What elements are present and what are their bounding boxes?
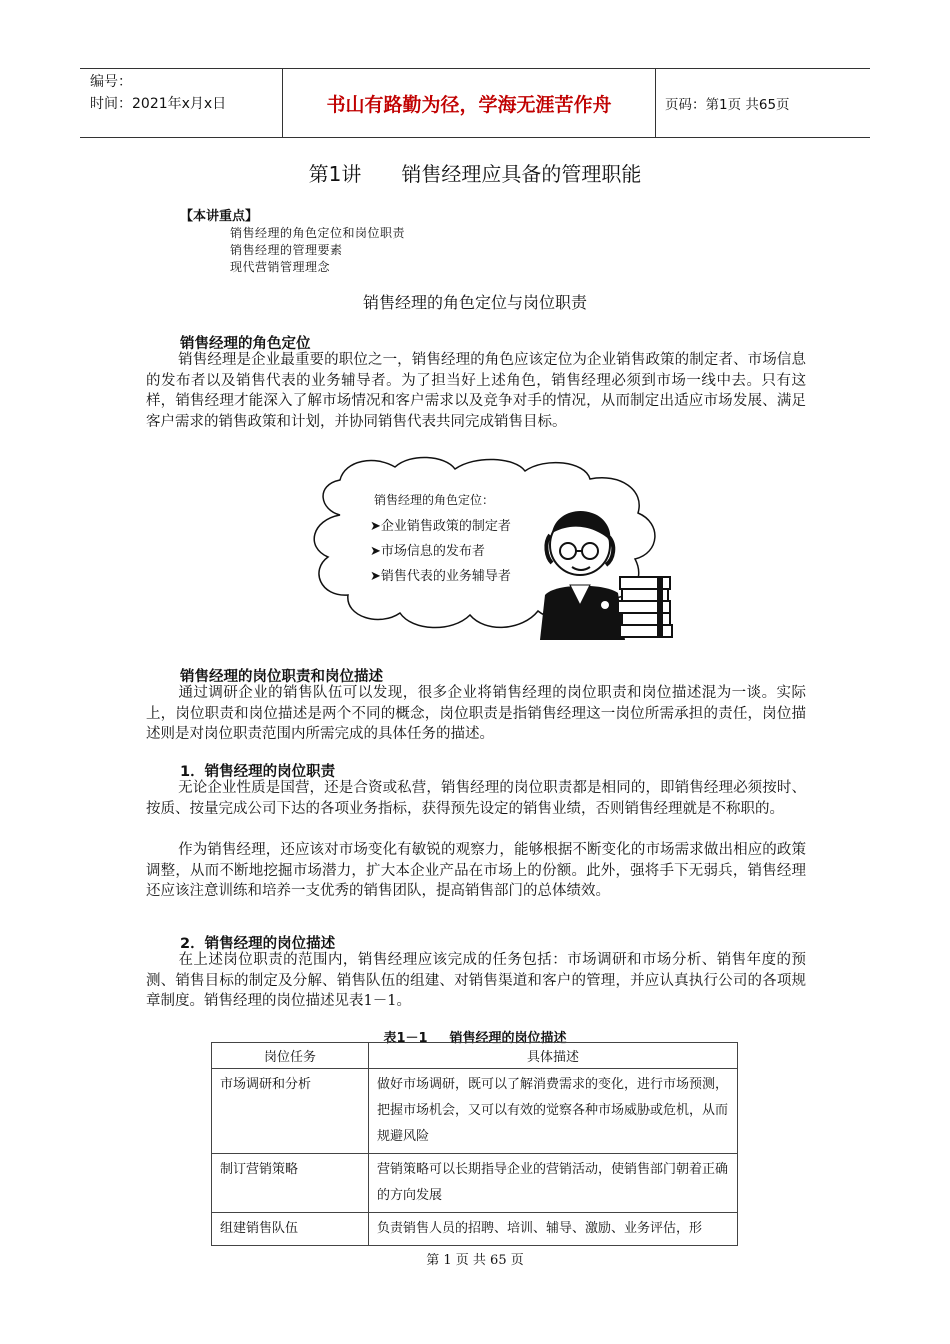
key-point-item: 销售经理的管理要素 bbox=[230, 243, 343, 257]
page-info: 页码：第1页 共65页 bbox=[665, 97, 790, 113]
description-paragraph bbox=[146, 950, 806, 1012]
table-cell-desc: 负责销售人员的招聘、培训、辅导、激励、业务评估，形 bbox=[369, 1213, 738, 1246]
duties-text-1: 无论企业性质是国营，还是合资或私营，销售经理的岗位职责都是相同的，即销售经理必须按时、按质、按量完成公司下达的各项业务指标，获得预先设定的销售业绩，否则销售经理就是不称职的。 bbox=[146, 780, 806, 817]
table-cell-desc: 做好市场调研，既可以了解消费需求的变化，进行市场预测，把握市场机会，又可以有效的觉察各种市场威胁或危机，从而规避风险 bbox=[369, 1069, 738, 1154]
job-description-table bbox=[211, 1042, 738, 1246]
key-point-item: 销售经理的角色定位和岗位职责 bbox=[230, 226, 406, 240]
table-row bbox=[212, 1069, 738, 1154]
table-cell-task: 市场调研和分析 bbox=[212, 1069, 369, 1154]
role-text: 销售经理是企业最重要的职位之一，销售经理的角色应该定位为企业销售政策的制定者、市场信息的发布者以及销售代表的业务辅导者。为了担当好上述角色，销售经理必须到市场一线中去。只有这样，销售经理才能深入了解市场情况和客户需求以及竞争对手的情况，从而制定出适应市场发展、满足客户需求的销售政策和计划，并协同销售代表共同完成销售目标。 bbox=[146, 352, 806, 430]
table-row bbox=[212, 1154, 738, 1213]
page-title bbox=[0, 158, 950, 187]
thought-cloud-illustration bbox=[300, 455, 680, 650]
page-footer: 第 1 页 共 65 页 bbox=[426, 1253, 524, 1268]
description-text: 在上述岗位职责的范围内，销售经理应该完成的任务包括：市场调研和市场分析、销售年度的预测、销售目标的制定及分解、销售队伍的组建、对销售渠道和客户的管理，并应认真执行公司的各项规章制度。销售经理的岗位描述见表1－1。 bbox=[146, 952, 806, 1009]
time-label: 时间：2021年x月x日 bbox=[90, 96, 227, 112]
table-cell-task: 制订营销策略 bbox=[212, 1154, 369, 1213]
table-cell-task: 组建销售队伍 bbox=[212, 1213, 369, 1246]
illustration-item: ➤销售代表的业务辅导者 bbox=[370, 569, 511, 584]
section-title: 销售经理的角色定位与岗位职责 bbox=[362, 293, 587, 312]
table-cell-desc: 营销策略可以长期指导企业的营销活动，使销售部门朝着正确的方向发展 bbox=[369, 1154, 738, 1213]
key-point-item: 现代营销管理理念 bbox=[230, 260, 331, 274]
role-paragraph bbox=[146, 350, 806, 432]
duties-desc-text: 通过调研企业的销售队伍可以发现，很多企业将销售经理的岗位职责和岗位描述混为一谈。实际上，岗位职责和岗位描述是两个不同的概念，岗位职责是指销售经理这一岗位所需承担的责任，岗位描述则是对岗位职责范围内所需完成的具体任务的描述。 bbox=[146, 685, 806, 742]
table-row bbox=[212, 1213, 738, 1246]
table-header-task: 岗位任务 bbox=[212, 1043, 369, 1069]
table-title: 销售经理的岗位描述 bbox=[449, 1031, 567, 1046]
lecture-number: 第1讲 bbox=[308, 162, 362, 186]
number-label: 编号： bbox=[90, 74, 132, 90]
duties-paragraph-2 bbox=[146, 840, 806, 902]
duties-desc-heading: 销售经理的岗位职责和岗位描述 bbox=[180, 669, 383, 685]
role-illustration bbox=[300, 455, 680, 650]
lecture-topic: 销售经理应具备的管理职能 bbox=[401, 162, 642, 186]
role-heading: 销售经理的角色定位 bbox=[180, 336, 311, 352]
description-heading: 2．销售经理的岗位描述 bbox=[180, 936, 336, 952]
duties-text-2: 作为销售经理，还应该对市场变化有敏锐的观察力，能够根据不断变化的市场需求做出相应的政策调整，从而不断地挖掘市场潜力，扩大本企业产品在市场上的份额。此外，强将手下无弱兵，销售经理还应该注意训练和培养一支优秀的销售团队，提高销售部门的总体绩效。 bbox=[146, 842, 806, 899]
motto: 书山有路勤为径，学海无涯苦作舟 bbox=[282, 69, 656, 137]
illustration-heading: 销售经理的角色定位： bbox=[374, 493, 495, 507]
table-number: 表1－1 bbox=[383, 1031, 428, 1046]
illustration-item: ➤市场信息的发布者 bbox=[370, 544, 485, 559]
header-meta bbox=[80, 69, 280, 137]
duties-paragraph-1 bbox=[146, 778, 806, 819]
page-header bbox=[80, 68, 870, 138]
illustration-item: ➤企业销售政策的制定者 bbox=[370, 519, 511, 534]
duties-heading: 1．销售经理的岗位职责 bbox=[180, 764, 336, 780]
books-icon bbox=[618, 577, 672, 637]
key-points-heading: 【本讲重点】 bbox=[180, 209, 259, 224]
table-header-row bbox=[212, 1043, 738, 1069]
table-header-desc: 具体描述 bbox=[369, 1043, 738, 1069]
duties-desc-paragraph bbox=[146, 683, 806, 745]
